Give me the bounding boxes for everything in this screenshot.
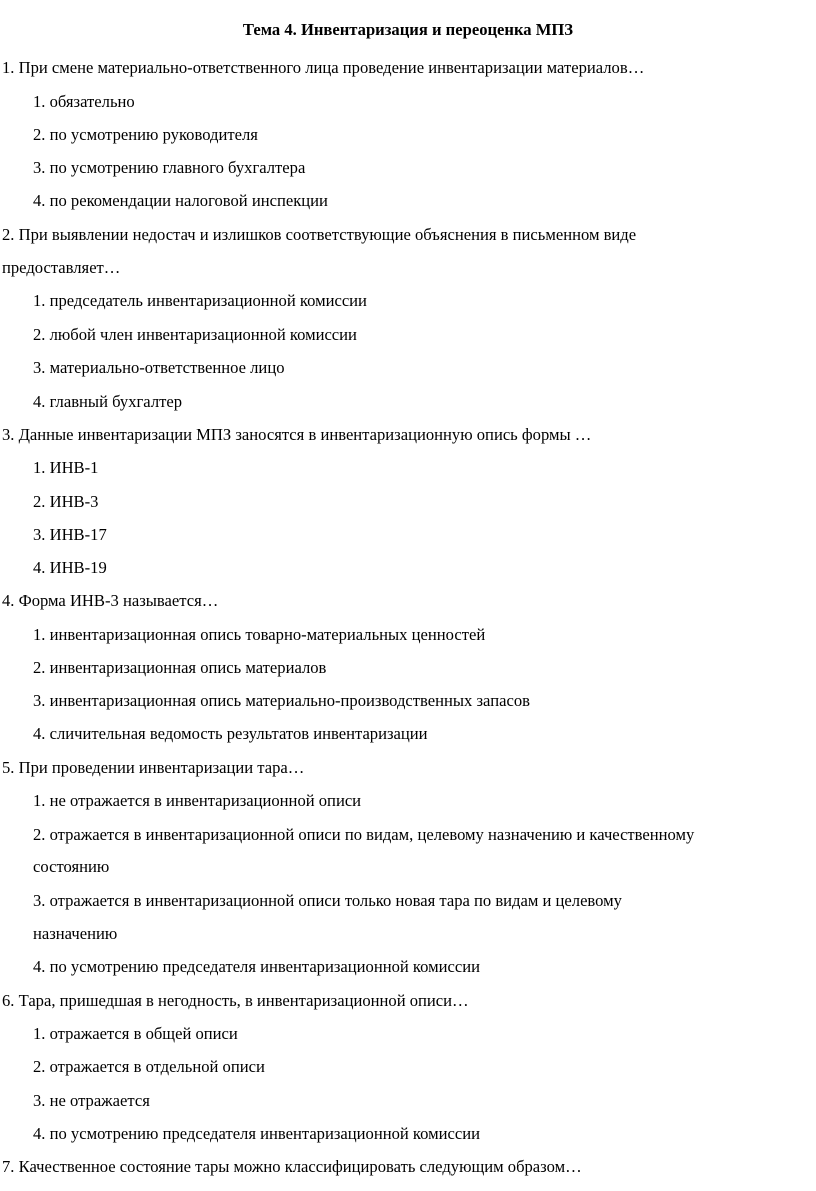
question-2-text: 2. При выявлении недостач и излишков соответствующие объяснения в письменном виде [2, 225, 637, 244]
question-1-text: 1. При смене материально-ответственного лица проведение инвентаризации материалов… [2, 58, 645, 77]
answer-option: 3. инвентаризационная опись материально-производственных запасов [33, 691, 530, 710]
answer-option: 2. отражается в инвентаризационной описи по видам, целевому назначению и качественному [33, 825, 695, 844]
answer-option: 1. инвентаризационная опись товарно-материальных ценностей [33, 625, 486, 644]
question-2-text-continued: предоставляет… [2, 258, 121, 277]
answer-option: 4. главный бухгалтер [33, 392, 183, 411]
answer-option-continued: состоянию [33, 857, 110, 876]
answer-option: 1. председатель инвентаризационной комиссии [33, 291, 367, 310]
answer-option: 4. ИНВ-19 [33, 558, 107, 577]
answer-option: 3. по усмотрению главного бухгалтера [33, 158, 306, 177]
answer-option: 2. ИНВ-3 [33, 492, 99, 511]
question-3-text: 3. Данные инвентаризации МПЗ заносятся в инвентаризационную опись формы … [2, 425, 592, 444]
question-7-text: 7. Качественное состояние тары можно классифицировать следующим образом… [2, 1157, 582, 1176]
page-title: Тема 4. Инвентаризация и переоценка МПЗ [242, 20, 574, 39]
answer-option: 4. по усмотрению председателя инвентаризационной комиссии [33, 1124, 480, 1143]
answer-option: 1. ИНВ-1 [33, 458, 99, 477]
answer-option: 2. отражается в отдельной описи [33, 1057, 265, 1076]
answer-option: 4. сличительная ведомость результатов инвентаризации [33, 724, 428, 743]
answer-option: 4. по усмотрению председателя инвентаризационной комиссии [33, 957, 480, 976]
question-6-text: 6. Тара, пришедшая в негодность, в инвентаризационной описи… [2, 991, 469, 1010]
answer-option: 2. по усмотрению руководителя [33, 125, 258, 144]
answer-option: 1. не отражается в инвентаризационной описи [33, 791, 362, 810]
answer-option: 3. не отражается [33, 1091, 150, 1110]
answer-option: 2. любой член инвентаризационной комиссии [33, 325, 357, 344]
answer-option: 2. инвентаризационная опись материалов [33, 658, 327, 677]
answer-option: 4. по рекомендации налоговой инспекции [33, 191, 328, 210]
answer-option: 3. материально-ответственное лицо [33, 358, 285, 377]
answer-option: 3. отражается в инвентаризационной описи только новая тара по видам и целевому [33, 891, 622, 910]
answer-option: 3. ИНВ-17 [33, 525, 107, 544]
answer-option: 1. обязательно [33, 92, 135, 111]
answer-option-continued: назначению [33, 924, 118, 943]
question-4-text: 4. Форма ИНВ-3 называется… [2, 591, 219, 610]
question-5-text: 5. При проведении инвентаризации тара… [2, 758, 305, 777]
answer-option: 1. отражается в общей описи [33, 1024, 238, 1043]
